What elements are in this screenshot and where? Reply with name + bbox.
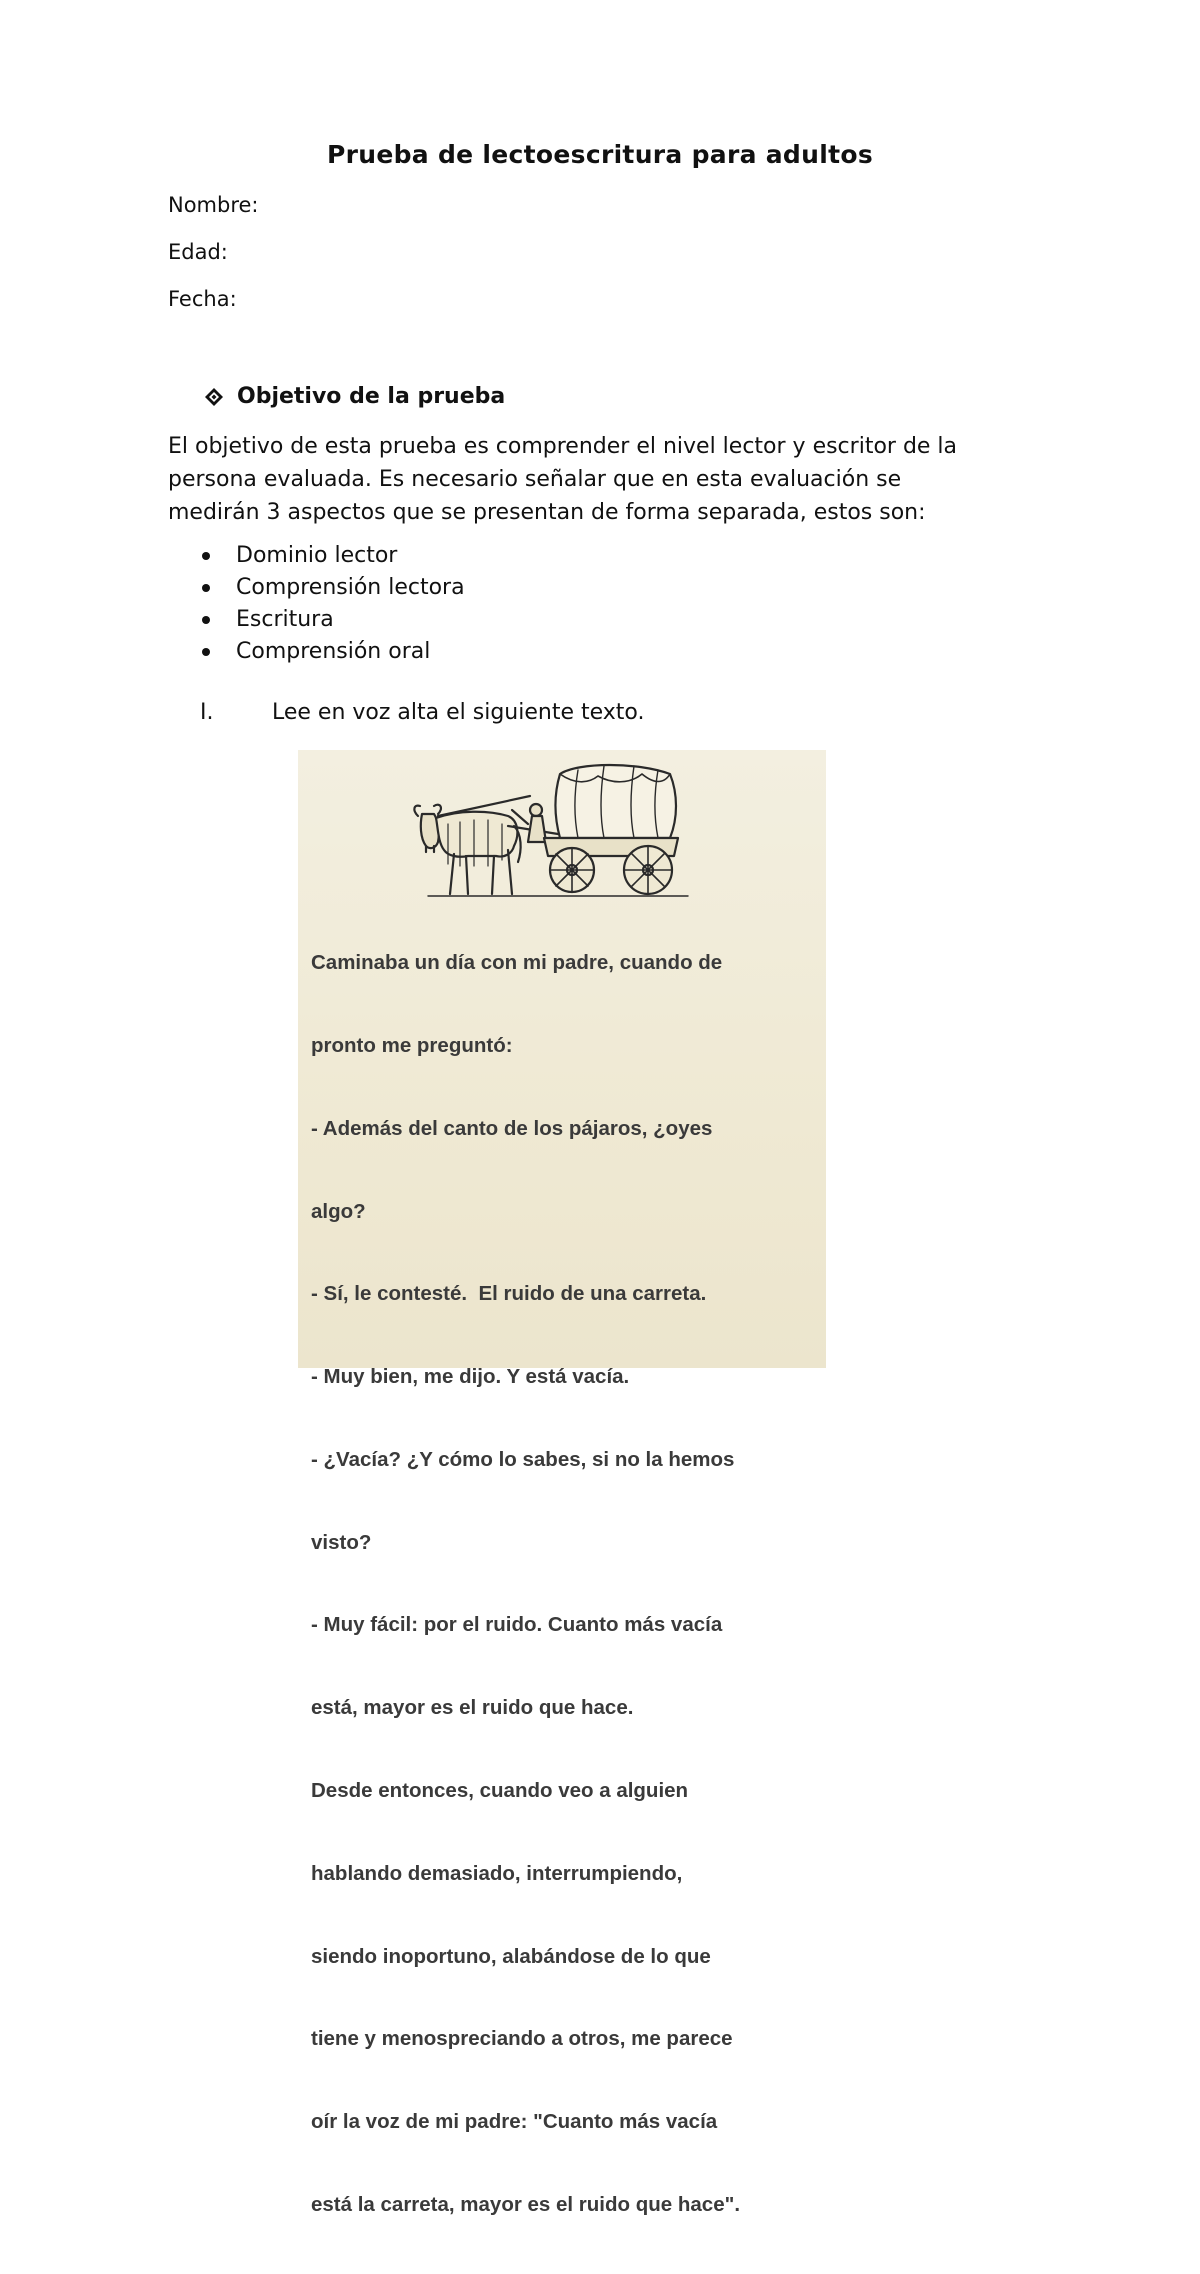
bullet-icon — [202, 584, 210, 592]
document-title: Prueba de lectoescritura para adultos — [326, 140, 873, 169]
story-line: siendo inoportuno, alabándose de lo que — [311, 1944, 711, 1968]
bullet-icon — [202, 552, 210, 560]
story-line: pronto me preguntó: — [311, 1033, 513, 1057]
bullet-icon — [202, 616, 210, 624]
aspects-list — [200, 540, 465, 668]
story-text — [311, 894, 821, 2274]
section-heading-text: Objetivo de la prueba — [237, 384, 506, 409]
story-line: - Sí, le contesté. El ruido de una carreta. — [311, 1282, 707, 1306]
paragraph-line: El objetivo de esta prueba es comprender el nivel lector y escritor de la — [168, 434, 958, 459]
list-item — [200, 604, 465, 636]
story-line: algo? — [311, 1199, 366, 1223]
story-line: está, mayor es el ruido que hace. — [311, 1696, 634, 1720]
objective-paragraph — [168, 430, 1038, 529]
story-line: oír la voz de mi padre: "Cuanto más vacía — [311, 2110, 718, 2134]
ox-cart-illustration — [408, 754, 698, 900]
paragraph-line: persona evaluada. Es necesario señalar que en esta evaluación se — [168, 467, 902, 492]
story-line: tiene y menospreciando a otros, me parece — [311, 2027, 733, 2051]
story-line: visto? — [311, 1530, 372, 1554]
story-line: hablando demasiado, interrumpiendo, — [311, 1861, 683, 1885]
story-line: Caminaba un día con mi padre, cuando de — [311, 951, 723, 975]
diamond-bullet-icon — [203, 386, 225, 408]
story-line: - Además del canto de los pájaros, ¿oyes — [311, 1116, 713, 1140]
list-item-text: Comprensión oral — [236, 639, 431, 664]
story-line: - Muy bien, me dijo. Y está vacía. — [311, 1365, 630, 1389]
paragraph-line: medirán 3 aspectos que se presentan de forma separada, estos son: — [168, 500, 926, 525]
story-line: está la carreta, mayor es el ruido que hace". — [311, 2192, 741, 2216]
list-item-text: Escritura — [236, 607, 334, 632]
age-field-label: Edad: — [168, 240, 228, 264]
story-line: Desde entonces, cuando veo a alguien — [311, 1779, 689, 1802]
bullet-icon — [202, 648, 210, 656]
list-item-text: Comprensión lectora — [236, 575, 465, 600]
list-item — [200, 540, 465, 572]
story-line: - Muy fácil: por el ruido. Cuanto más vacía — [311, 1613, 723, 1637]
instruction-number: I. — [200, 700, 214, 725]
list-item — [200, 572, 465, 604]
story-image — [298, 750, 826, 2216]
date-field-label: Fecha: — [168, 287, 237, 311]
list-item — [200, 636, 465, 668]
story-line: - ¿Vacía? ¿Y cómo lo sabes, si no la hemos — [311, 1447, 735, 1471]
name-field-label: Nombre: — [168, 193, 259, 217]
list-item-text: Dominio lector — [236, 543, 398, 568]
numbered-instruction — [200, 700, 644, 725]
section-heading — [203, 384, 505, 409]
instruction-text: Lee en voz alta el siguiente texto. — [272, 700, 645, 725]
